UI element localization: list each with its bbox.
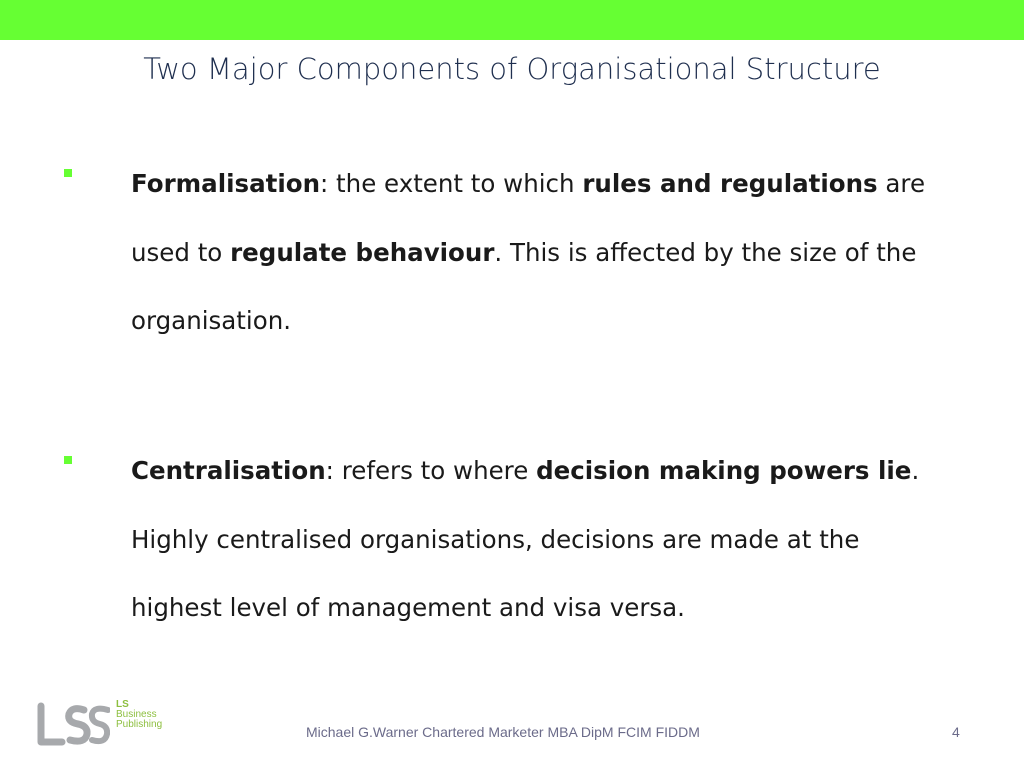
ls-business-publishing-logo xyxy=(36,700,176,748)
footer-credit: Michael G.Warner Chartered Marketer MBA DipM FCIM FIDDM xyxy=(306,724,700,740)
body-text: : refers to where xyxy=(325,456,537,485)
body-text: are used to xyxy=(131,169,926,267)
body-text: : the extent to which xyxy=(320,169,583,198)
logo-line-ls: LS xyxy=(116,699,129,710)
logo-text xyxy=(116,700,162,730)
ls-logo-icon xyxy=(36,702,110,748)
body-text: . Highly centralised organisations, decisions are made at the highest level of management and visa versa. xyxy=(131,456,920,622)
logo-line-publishing: Publishing xyxy=(116,719,163,730)
bullet-square-icon xyxy=(64,456,72,464)
bold-term: regulate behaviour xyxy=(230,237,495,267)
logo-line-business: Business xyxy=(116,709,157,720)
bullet-text xyxy=(131,150,931,356)
bullet-formalisation xyxy=(62,150,942,356)
page-number: 4 xyxy=(952,724,960,740)
body-text: . This is affected by the size of the organisation. xyxy=(131,237,917,335)
bullet-text xyxy=(131,437,931,643)
bold-term: Centralisation xyxy=(131,456,326,485)
bold-term: rules and regulations xyxy=(582,169,878,198)
slide-title: Two Major Components of Organisational Structure xyxy=(143,52,881,86)
bold-term: decision making powers lie xyxy=(536,456,912,485)
bold-term: Formalisation xyxy=(131,169,321,198)
bullet-centralisation xyxy=(62,437,942,643)
top-accent-bar xyxy=(0,0,1024,40)
bullet-square-icon xyxy=(64,169,72,177)
